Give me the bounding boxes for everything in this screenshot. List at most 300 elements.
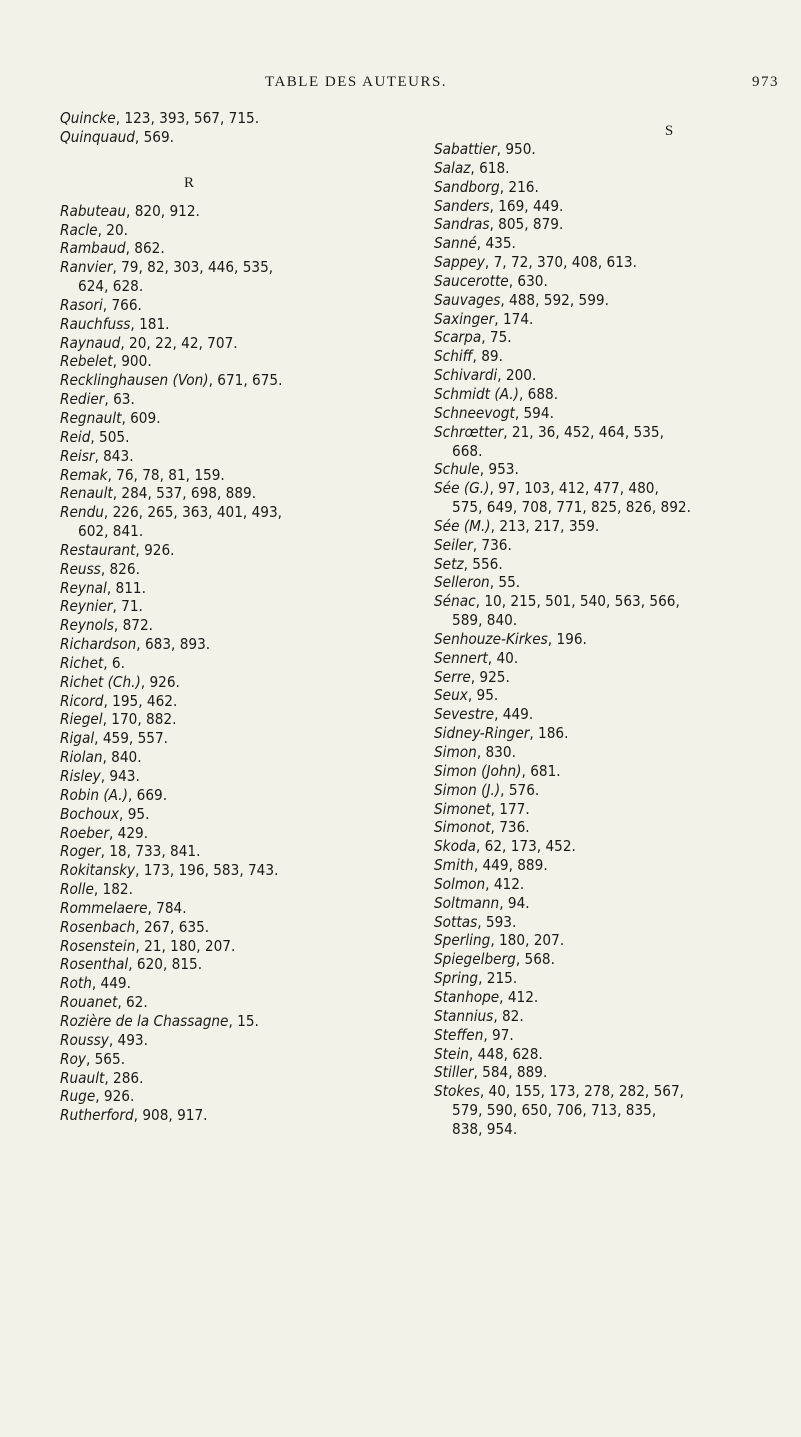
index-entry	[60, 729, 390, 748]
page-references: , 95.	[119, 804, 150, 823]
page-references: , 594.	[514, 403, 554, 422]
index-entry	[434, 743, 784, 762]
index-entry	[60, 334, 390, 353]
index-entry	[60, 955, 390, 974]
author-name: Selleron	[434, 573, 490, 592]
author-name: Solmon	[434, 874, 486, 893]
page-references: , 267, 635.	[135, 917, 210, 936]
index-entry	[60, 466, 390, 485]
index-entry	[434, 366, 784, 385]
page-references: , 565.	[85, 1049, 126, 1068]
author-name: Roussy	[60, 1030, 109, 1049]
index-entry	[60, 409, 390, 428]
author-name: Smith	[434, 856, 474, 875]
author-name: Sénac	[434, 592, 476, 611]
author-name: Scarpa	[434, 328, 482, 347]
page-references: 838, 954.	[452, 1119, 518, 1138]
index-entry	[434, 310, 784, 329]
author-name: Quinquaud	[60, 127, 135, 146]
author-name: Steffen	[434, 1025, 484, 1044]
page-references: , 6.	[103, 653, 125, 672]
author-name: Sevestre	[434, 705, 495, 724]
author-name: Schiff	[434, 347, 473, 366]
page-references: , 448, 628.	[468, 1044, 543, 1063]
author-name: Setz	[434, 554, 464, 573]
index-entry	[434, 328, 784, 347]
page-references: , 618.	[470, 158, 510, 177]
page-references: , 556.	[463, 554, 503, 573]
author-name: Sabattier	[434, 140, 497, 158]
index-entry	[434, 291, 784, 310]
author-name: Sandborg	[434, 177, 500, 196]
author-name: Spring	[434, 969, 479, 988]
index-entry	[60, 221, 390, 240]
index-entry	[60, 710, 390, 729]
author-name: Riegel	[60, 710, 103, 729]
page-references: , 569.	[134, 127, 175, 146]
page-references: , 671, 675.	[208, 371, 283, 390]
author-name: Renault	[60, 484, 113, 503]
index-entry	[60, 503, 390, 522]
index-entry	[434, 950, 784, 969]
page-references: , 186.	[529, 724, 569, 743]
page-references: , 953.	[479, 460, 519, 479]
index-entry	[60, 899, 390, 918]
author-name: Roeber	[60, 823, 109, 842]
page-references: , 811.	[106, 578, 146, 597]
author-name: Reuss	[60, 559, 101, 578]
index-entry	[434, 1026, 784, 1045]
index-entry	[60, 824, 390, 843]
index-entry	[60, 692, 390, 711]
author-name: Restaurant	[60, 540, 136, 559]
author-name: Spiegelberg	[434, 950, 516, 969]
page-references: , 215.	[478, 969, 518, 988]
index-entry	[60, 1012, 390, 1031]
page-references: , 21, 36, 452, 464, 535,	[503, 422, 664, 441]
page-references: 624, 628.	[78, 277, 144, 296]
index-entry	[60, 918, 390, 937]
page-references: , 493.	[108, 1030, 148, 1049]
page-references: , 830.	[476, 743, 516, 761]
entries-r	[60, 202, 390, 1125]
author-name: Stiller	[434, 1063, 474, 1082]
author-name: Bochoux	[60, 804, 120, 823]
author-name: Simonet	[434, 799, 491, 818]
author-name: Stanhope	[434, 987, 500, 1006]
page-references: , 79, 82, 303, 446, 535,	[112, 258, 274, 277]
index-entry	[60, 880, 390, 899]
page-references: , 412.	[499, 987, 539, 1006]
author-name: Reynal	[60, 578, 107, 597]
index-entry	[60, 842, 390, 861]
index-entry	[434, 404, 784, 423]
index-entry	[60, 296, 390, 315]
page-references: , 174.	[494, 309, 534, 328]
index-entry	[434, 423, 784, 442]
index-entry	[434, 686, 784, 705]
index-entry	[434, 178, 784, 197]
index-entry	[60, 974, 390, 993]
index-entry	[60, 352, 390, 371]
index-entry	[434, 762, 784, 781]
index-entry	[60, 597, 390, 616]
page-references: , 82.	[493, 1006, 524, 1025]
page-references: , 429.	[108, 823, 149, 842]
index-entry	[60, 239, 390, 258]
page-references: , 284, 537, 698, 889.	[112, 484, 257, 503]
index-entry	[60, 1106, 390, 1125]
page-references: , 40.	[487, 648, 519, 667]
index-entry	[434, 1007, 784, 1026]
page-references: , 766.	[102, 295, 142, 314]
page-references: , 950.	[496, 140, 536, 158]
page-references: , 412.	[485, 874, 525, 893]
author-name: Ricord	[60, 691, 104, 710]
page-references: , 182.	[93, 880, 133, 899]
author-name: Roth	[60, 974, 92, 993]
index-entry	[434, 668, 784, 687]
author-name: Senhouze-Kirkes	[434, 629, 548, 648]
index-entry	[60, 447, 390, 466]
author-name: Reynier	[60, 597, 113, 616]
page-references: , 169, 449.	[489, 196, 564, 215]
author-name: Rendu	[60, 503, 104, 522]
author-name: Simon (J.)	[434, 780, 501, 799]
index-entry	[434, 517, 784, 536]
page-references: , 15.	[228, 1011, 259, 1030]
page-references: , 21, 180, 207.	[135, 936, 236, 955]
index-entry	[434, 781, 784, 800]
index-entry	[434, 1045, 784, 1064]
author-name: Sennert	[434, 648, 488, 667]
page-references: , 688.	[518, 384, 559, 403]
index-entry	[434, 234, 784, 253]
index-entry	[434, 592, 784, 611]
page-references: , 609.	[121, 408, 161, 427]
page-references: , 181.	[130, 314, 170, 333]
page-references: , 97, 103, 412, 477, 480,	[489, 479, 659, 498]
index-entry	[434, 385, 784, 404]
page-references: , 683, 893.	[136, 635, 211, 654]
page-references: , 488, 592, 599.	[500, 290, 609, 309]
author-name: Roger	[60, 842, 101, 861]
index-entry	[434, 724, 784, 743]
index-entry	[60, 1050, 390, 1069]
section-letter-s: S	[664, 123, 674, 139]
index-entry	[60, 560, 390, 579]
index-entry	[434, 536, 784, 555]
page-references: , 840.	[102, 748, 142, 767]
author-name: Sappey	[434, 253, 485, 272]
author-name: Rolle	[60, 880, 94, 899]
index-entry	[60, 541, 390, 560]
page-references: , 872.	[113, 616, 154, 635]
author-name: Rouanet	[60, 993, 118, 1012]
page-references: , 584, 889.	[473, 1063, 548, 1082]
page-references: , 97.	[483, 1025, 514, 1044]
index-entry	[434, 272, 784, 291]
author-name: Schivardi	[434, 366, 498, 385]
author-name: Schrœtter	[434, 422, 504, 441]
author-name: Soltmann	[434, 893, 500, 912]
page-references: , 576.	[500, 780, 540, 799]
index-entry	[434, 1082, 784, 1101]
index-entry	[434, 253, 784, 272]
index-entry	[60, 390, 390, 409]
index-entry	[434, 800, 784, 819]
index-entry	[434, 479, 784, 498]
index-entry	[60, 937, 390, 956]
author-name: Ruge	[60, 1087, 96, 1106]
index-entry-continuation	[434, 498, 784, 517]
author-name: Riolan	[60, 748, 103, 767]
page-references: , 94.	[499, 893, 530, 912]
page-references: 602, 841.	[78, 522, 144, 541]
author-name: Richet (Ch.)	[60, 672, 141, 691]
author-name: Risley	[60, 767, 101, 785]
right-column	[434, 109, 784, 1139]
index-entry	[60, 993, 390, 1012]
index-entry	[434, 818, 784, 837]
author-name: Simon (John)	[434, 761, 522, 780]
author-name: Sandras	[434, 215, 490, 234]
author-name: Sperling	[434, 931, 491, 950]
page-references: , 200.	[497, 366, 537, 385]
page-references: , 926.	[135, 540, 175, 559]
page-references: , 63.	[104, 390, 135, 409]
author-name: Sée (G.)	[434, 479, 490, 498]
page-references: , 76, 78, 81, 159.	[107, 465, 225, 484]
author-name: Sauvages	[434, 290, 501, 309]
author-name: Rosenthal	[60, 955, 129, 974]
page-references: , 20, 22, 42, 707.	[120, 333, 238, 352]
author-name: Stannius	[434, 1006, 494, 1025]
author-name: Seux	[434, 686, 468, 705]
author-name: Richardson	[60, 635, 137, 654]
page-references: , 681.	[521, 761, 561, 780]
author-name: Rauchfuss	[60, 314, 131, 333]
author-name: Reisr	[60, 446, 95, 465]
page-references: , 123, 393, 567, 715.	[115, 109, 260, 127]
page-number: 973	[752, 74, 779, 90]
index-entry	[60, 654, 390, 673]
page-references: , 843.	[94, 446, 134, 465]
index-entry	[434, 913, 784, 932]
page-references: , 784.	[147, 898, 187, 917]
page-references: , 459, 557.	[94, 729, 168, 748]
author-name: Simon	[434, 743, 477, 761]
page-references: , 826.	[100, 559, 140, 578]
author-name: Sanders	[434, 196, 490, 215]
author-name: Quincke	[60, 109, 116, 127]
index-entry	[434, 197, 784, 216]
index-entry	[60, 1069, 390, 1088]
index-entry	[434, 159, 784, 178]
index-entry-continuation	[60, 522, 390, 541]
page-references: , 55.	[489, 573, 521, 592]
page-references: , 630.	[508, 271, 548, 290]
page-references: , 435.	[476, 234, 516, 253]
index-entry	[434, 140, 784, 159]
index-entry	[60, 1031, 390, 1050]
author-name: Rebelet	[60, 352, 113, 371]
author-name: Sidney-Ringer	[434, 724, 530, 743]
author-name: Roy	[60, 1049, 86, 1068]
page-references: , 593.	[477, 912, 517, 931]
page-references: , 177.	[490, 799, 530, 818]
index-entry	[60, 635, 390, 654]
page-references: , 449, 889.	[473, 856, 548, 875]
index-entry	[60, 258, 390, 277]
index-entry	[434, 705, 784, 724]
index-entry-continuation	[434, 1101, 784, 1120]
index-entry-continuation	[434, 1120, 784, 1139]
author-name: Sanné	[434, 234, 477, 253]
author-name: Reynols	[60, 616, 114, 635]
page-references: , 95.	[467, 686, 499, 705]
author-name: Racle	[60, 220, 98, 239]
index-entry	[60, 616, 390, 635]
page-references: 575, 649, 708, 771, 825, 826, 892.	[452, 498, 691, 517]
index-entry	[434, 555, 784, 574]
author-name: Rokitansky	[60, 861, 136, 880]
author-name: Rutherford	[60, 1106, 134, 1125]
author-name: Reid	[60, 427, 91, 446]
page-references: , 20.	[97, 220, 128, 239]
page-references: , 62.	[117, 993, 148, 1012]
page-references: , 505.	[90, 427, 130, 446]
page-references: , 805, 879.	[489, 215, 564, 234]
page-references: 579, 590, 650, 706, 713, 835,	[452, 1101, 657, 1120]
index-entry	[434, 969, 784, 988]
index-entry	[434, 649, 784, 668]
page-references: , 40, 155, 173, 278, 282, 567,	[479, 1082, 684, 1101]
page-references: , 900.	[112, 352, 152, 371]
index-entry	[434, 931, 784, 950]
page-references: , 620, 815.	[128, 955, 203, 974]
index-entry	[434, 1063, 784, 1082]
author-name: Remak	[60, 465, 108, 484]
author-name: Saxinger	[434, 309, 495, 328]
author-name: Sée (M.)	[434, 516, 491, 535]
index-entry	[60, 748, 390, 767]
author-name: Recklinghausen (Von)	[60, 371, 209, 390]
index-entry-continuation	[434, 442, 784, 461]
page-references: , 170, 882.	[102, 710, 177, 729]
index-entry	[60, 202, 390, 221]
entries-q	[60, 109, 390, 147]
page-references: , 195, 462.	[103, 691, 178, 710]
page-references: , 568.	[515, 950, 555, 969]
page-references: , 449.	[494, 705, 534, 724]
author-name: Ranvier	[60, 258, 113, 277]
author-name: Rosenbach	[60, 917, 136, 936]
author-name: Schule	[434, 460, 480, 479]
index-entry	[60, 371, 390, 390]
page-references: , 10, 215, 501, 540, 563, 566,	[475, 592, 680, 611]
section-letter-r: R	[183, 174, 194, 191]
page-references: , 862.	[125, 239, 165, 258]
page-references: , 75.	[481, 328, 512, 347]
author-name: Salaz	[434, 158, 471, 177]
page-references: , 286.	[104, 1068, 144, 1087]
index-entry	[60, 128, 390, 147]
author-name: Simonot	[434, 818, 491, 837]
author-name: Raynaud	[60, 333, 121, 352]
author-name: Skoda	[434, 837, 476, 856]
index-entry	[434, 988, 784, 1007]
entries-s	[434, 140, 784, 1139]
page-references: , 820, 912.	[126, 201, 200, 220]
index-entry-continuation	[434, 611, 784, 630]
author-name: Stokes	[434, 1082, 480, 1101]
author-name: Sottas	[434, 912, 478, 931]
page-references: 589, 840.	[452, 611, 518, 630]
page-references: , 7, 72, 370, 408, 613.	[484, 253, 637, 272]
author-name: Rigal	[60, 729, 95, 748]
index-entry	[434, 573, 784, 592]
page-references: , 213, 217, 359.	[490, 516, 600, 535]
author-name: Rosenstein	[60, 936, 136, 955]
page-references: , 736.	[472, 535, 512, 554]
index-entry	[434, 856, 784, 875]
index-entry	[60, 315, 390, 334]
page-references: , 449.	[91, 974, 131, 993]
index-entry	[60, 805, 390, 824]
author-name: Schneevogt	[434, 403, 515, 422]
index-entry	[60, 428, 390, 447]
page-references: 668.	[452, 441, 483, 460]
page-references: , 926.	[95, 1087, 135, 1106]
index-entry	[434, 630, 784, 649]
page-references: , 669.	[127, 785, 168, 804]
running-title: TABLE DES AUTEURS.	[265, 74, 448, 90]
author-name: Rasori	[60, 295, 103, 314]
index-entry	[60, 1087, 390, 1106]
author-name: Regnault	[60, 408, 122, 427]
author-name: Richet	[60, 653, 104, 672]
author-name: Stein	[434, 1044, 469, 1063]
index-entry	[434, 347, 784, 366]
index-entry	[60, 673, 390, 692]
index-entry	[434, 837, 784, 856]
page-references: , 71.	[112, 597, 143, 616]
index-entry	[60, 579, 390, 598]
index-entry	[434, 460, 784, 479]
index-entry	[434, 875, 784, 894]
page-references: , 89.	[472, 347, 503, 366]
author-name: Ruault	[60, 1068, 105, 1087]
author-name: Rommelaere	[60, 898, 148, 917]
author-name: Redier	[60, 390, 105, 409]
index-entry	[60, 109, 390, 128]
index-entry	[434, 215, 784, 234]
index-entry	[60, 861, 390, 880]
left-column	[60, 109, 390, 1125]
author-name: Schmidt (A.)	[434, 384, 519, 403]
page-references: , 736.	[490, 818, 530, 837]
author-name: Saucerotte	[434, 271, 509, 290]
index-entry	[434, 894, 784, 913]
index-entry	[60, 786, 390, 805]
index-entry	[60, 484, 390, 503]
page-references: , 926.	[140, 672, 180, 691]
page-references: , 908, 917.	[133, 1106, 208, 1125]
page-references: , 18, 733, 841.	[100, 842, 201, 861]
author-name: Rabuteau	[60, 201, 127, 220]
author-name: Serre	[434, 667, 471, 686]
